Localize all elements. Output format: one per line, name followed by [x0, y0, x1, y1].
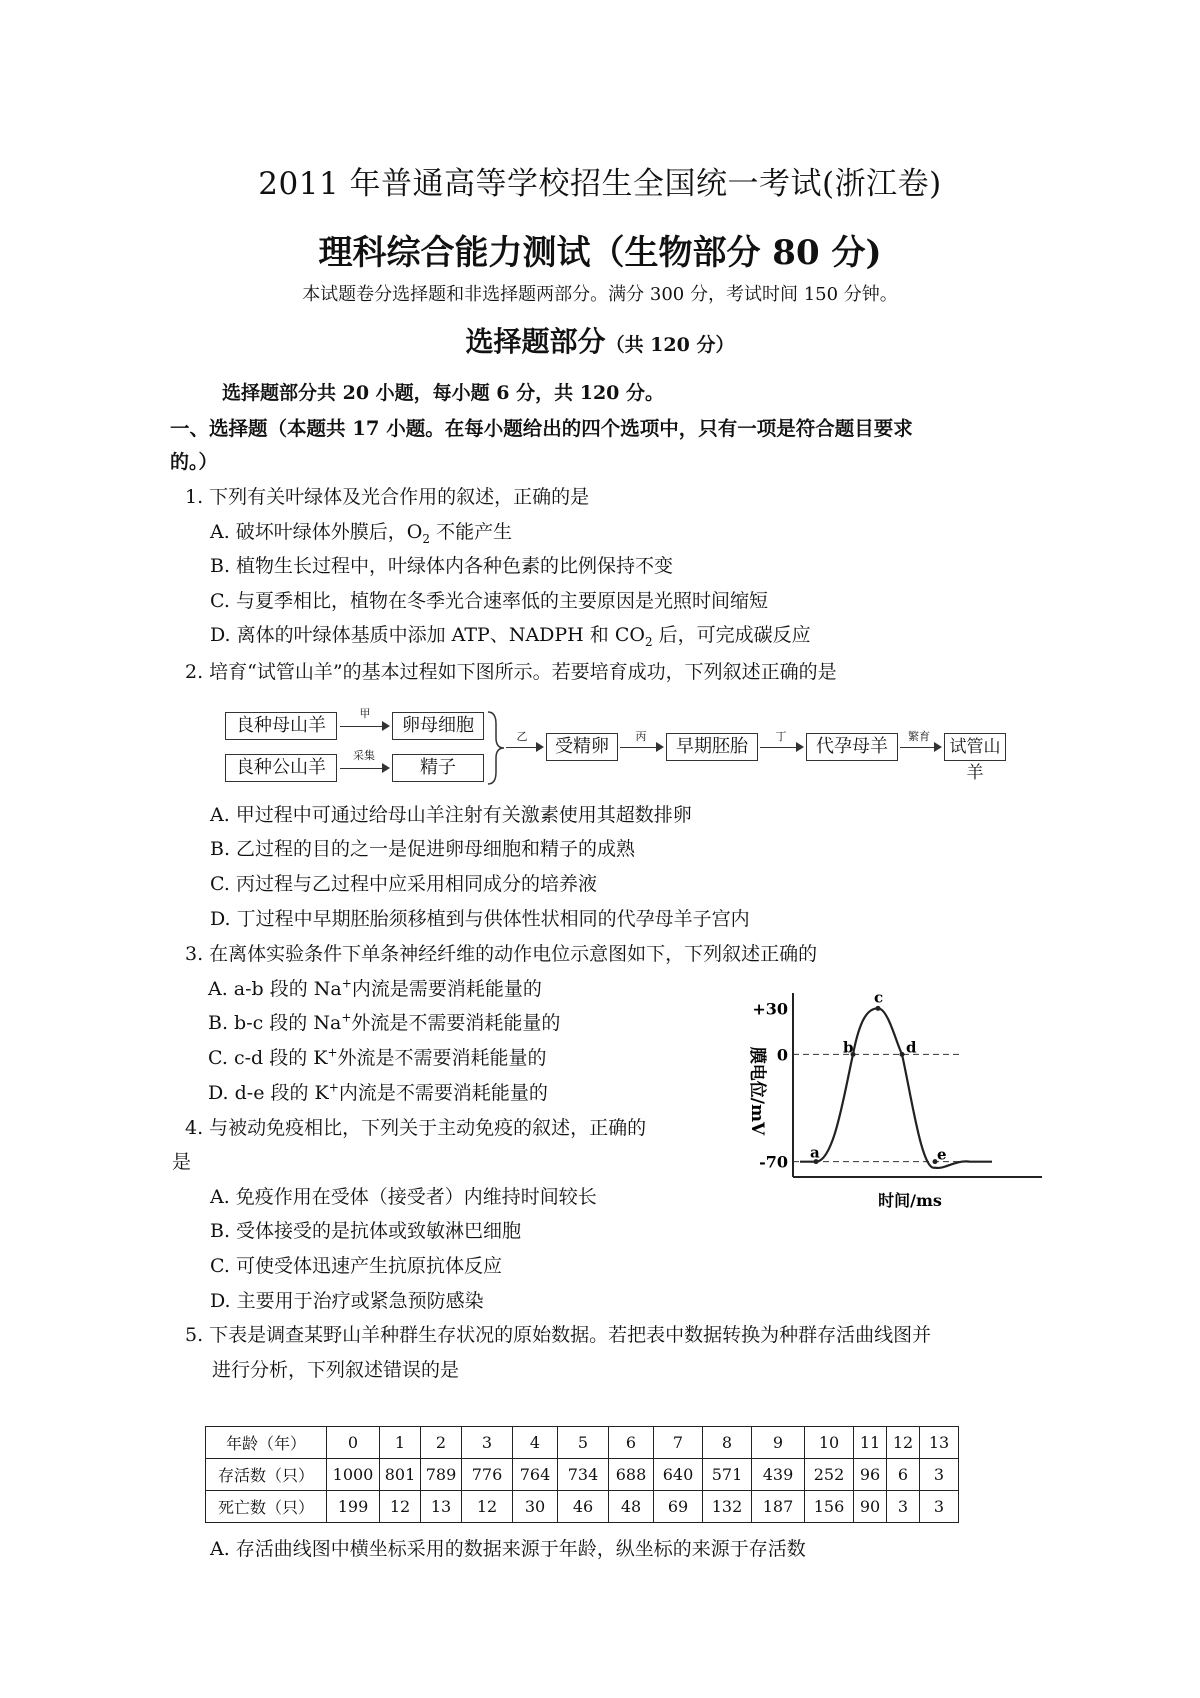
- q1-option-d: [210, 620, 811, 649]
- ivf-flow-diagram: [220, 702, 1010, 792]
- q1-option-c: C. 与夏季相比，植物在冬季光合速率低的主要原因是光照时间缩短: [210, 590, 768, 612]
- brace: [486, 710, 506, 786]
- dead-cell: 69: [654, 1491, 703, 1523]
- dead-cell: 3: [887, 1491, 920, 1523]
- alive-cell: 801: [380, 1459, 421, 1491]
- curve-point-label: a: [810, 1143, 820, 1162]
- q3-option-a-text2: 内流是需要消耗能量的: [351, 978, 542, 1000]
- alive-cell: 439: [752, 1459, 805, 1491]
- q5-stem-cont: 进行分析，下列叙述错误的是: [212, 1359, 460, 1381]
- box-test-tube-goat: 试管山羊: [944, 733, 1006, 761]
- section-score: （共 120 分）: [605, 334, 735, 356]
- age-cell: 8: [703, 1427, 752, 1459]
- q3-stem: 3. 在离体实验条件下单条神经纤维的动作电位示意图如下，下列叙述正确的: [185, 943, 818, 965]
- alive-cell: 776: [462, 1459, 513, 1491]
- box-male-goat: 良种公山羊: [225, 754, 337, 782]
- curve-point-label: c: [874, 988, 884, 1007]
- alive-cell: 640: [654, 1459, 703, 1491]
- q3-option-d: [208, 1078, 548, 1105]
- action-potential-chart: [730, 975, 1060, 1215]
- row-label: 存活数（只）: [206, 1459, 327, 1491]
- q1-option-b: B. 植物生长过程中，叶绿体内各种色素的比例保持不变: [210, 555, 674, 577]
- y-axis-label: 膜电位/mV: [747, 1046, 767, 1136]
- q3-option-b-sup: +: [341, 1010, 352, 1025]
- q3-option-d-sup: +: [328, 1080, 339, 1095]
- alive-cell: 96: [854, 1459, 887, 1491]
- q1-option-d-text: D. 离体的叶绿体基质中添加 ATP、NADPH 和 CO: [210, 624, 645, 646]
- q1-option-a-sub: 2: [422, 531, 431, 546]
- box-early-embryo: 早期胚胎: [666, 733, 758, 761]
- section-heading: [0, 320, 1200, 360]
- exam-title: 2011 年普通高等学校招生全国统一考试(浙江卷): [258, 166, 942, 202]
- action-potential-curve: [800, 1008, 992, 1168]
- box-sperm: 精子: [392, 754, 484, 782]
- q1-option-d-sub: 2: [644, 634, 653, 649]
- curve-points: [810, 988, 947, 1164]
- age-cell: 0: [327, 1427, 380, 1459]
- arrow-jia: [340, 726, 388, 727]
- intro-line: 选择题部分共 20 小题，每小题 6 分，共 120 分。: [222, 382, 665, 404]
- q3-option-b-text2: 外流是不需要消耗能量的: [351, 1012, 561, 1034]
- q4-stem-cont: 是: [172, 1151, 192, 1173]
- alive-cell: 734: [558, 1459, 609, 1491]
- q2-stem: 2. 培育“试管山羊”的基本过程如下图所示。若要培育成功，下列叙述正确的是: [185, 661, 837, 683]
- q3-option-d-text2: 内流是不需要消耗能量的: [338, 1082, 548, 1104]
- alive-cell: 3: [920, 1459, 959, 1491]
- alive-cell: 6: [887, 1459, 920, 1491]
- age-cell: 10: [805, 1427, 854, 1459]
- q3-option-b-text: B. b-c 段的 Na: [208, 1012, 342, 1034]
- y-tick-label: +30: [752, 999, 788, 1019]
- dead-cell: 48: [609, 1491, 654, 1523]
- age-cell: 11: [854, 1427, 887, 1459]
- dead-cell: 3: [920, 1491, 959, 1523]
- q3-option-a-text: A. a-b 段的 Na: [208, 978, 342, 1000]
- exam-subtitle: 理科综合能力测试（生物部分 80 分): [318, 233, 882, 273]
- age-cell: 4: [513, 1427, 558, 1459]
- q1-stem: 1. 下列有关叶绿体及光合作用的叙述，正确的是: [185, 486, 590, 508]
- alive-cell: 252: [805, 1459, 854, 1491]
- alive-cell: 764: [513, 1459, 558, 1491]
- q1-option-a: [210, 517, 512, 546]
- dead-cell: 13: [421, 1491, 462, 1523]
- curve-point-label: d: [906, 1038, 917, 1057]
- q3-option-c: [208, 1043, 547, 1070]
- box-zygote: 受精卵: [546, 733, 618, 761]
- q5-option-a: A. 存活曲线图中横坐标采用的数据来源于年龄，纵坐标的来源于存活数: [210, 1538, 806, 1560]
- dead-cell: 12: [462, 1491, 513, 1523]
- age-cell: 9: [752, 1427, 805, 1459]
- goat-survival-table: [205, 1426, 959, 1523]
- q5-stem: 5. 下表是调查某野山羊种群生存状况的原始数据。若把表中数据转换为种群存活曲线图并: [185, 1324, 932, 1346]
- dead-cell: 199: [327, 1491, 380, 1523]
- table-row-age: [206, 1427, 959, 1459]
- arrow-yi: [506, 747, 542, 748]
- q3-option-a-sup: +: [341, 976, 352, 991]
- age-cell: 2: [421, 1427, 462, 1459]
- q3-option-c-text2: 外流是不需要消耗能量的: [337, 1047, 547, 1069]
- alive-cell: 789: [421, 1459, 462, 1491]
- age-cell: 3: [462, 1427, 513, 1459]
- label-bing: 丙: [635, 730, 647, 743]
- arrow-fanyu: [900, 747, 940, 748]
- dead-cell: 156: [805, 1491, 854, 1523]
- label-jia: 甲: [359, 707, 371, 720]
- q3-option-c-text: C. c-d 段的 K: [208, 1047, 328, 1069]
- curve-point-label: e: [937, 1145, 947, 1164]
- label-yi: 乙: [516, 730, 528, 743]
- q4-option-d: D. 主要用于治疗或紧急预防感染: [210, 1290, 484, 1312]
- dead-cell: 187: [752, 1491, 805, 1523]
- row-label: 年龄（年）: [206, 1427, 327, 1459]
- label-caiji: 采集: [353, 749, 375, 762]
- curve-point: [900, 1052, 905, 1057]
- box-oocyte: 卵母细胞: [392, 712, 484, 740]
- section-title: 选择题部分: [465, 325, 606, 358]
- x-axis-label: 时间/ms: [878, 1191, 942, 1210]
- dead-cell: 30: [513, 1491, 558, 1523]
- age-cell: 7: [654, 1427, 703, 1459]
- q4-option-c: C. 可使受体迅速产生抗原抗体反应: [210, 1255, 502, 1277]
- q3-option-d-text: D. d-e 段的 K: [208, 1082, 329, 1104]
- q2-option-c: C. 丙过程与乙过程中应采用相同成分的培养液: [210, 873, 597, 895]
- arrow-ding: [760, 747, 802, 748]
- y-tick-label: -70: [759, 1152, 788, 1172]
- dead-cell: 12: [380, 1491, 421, 1523]
- box-surrogate: 代孕母羊: [806, 733, 898, 761]
- table-row-alive: [206, 1459, 959, 1491]
- q4-option-b: B. 受体接受的是抗体或致敏淋巴细胞: [210, 1220, 522, 1242]
- q3-option-b: [208, 1008, 560, 1035]
- q1-option-a-text2: 不能产生: [430, 521, 513, 543]
- alive-cell: 688: [609, 1459, 654, 1491]
- table-row-dead: [206, 1491, 959, 1523]
- curve-point: [876, 1006, 881, 1011]
- box-female-goat: 良种母山羊: [225, 712, 337, 740]
- arrow-caiji: [340, 768, 388, 769]
- dead-cell: 90: [854, 1491, 887, 1523]
- intro-instruction-cont: 的。）: [170, 451, 218, 473]
- q2-option-d: D. 丁过程中早期胚胎须移植到与供体性状相同的代孕母羊子宫内: [210, 908, 750, 930]
- exam-note: 本试题卷分选择题和非选择题两部分。满分 300 分，考试时间 150 分钟。: [302, 284, 898, 305]
- label-fanyu: 繁育: [908, 730, 930, 743]
- intro-instruction: 一、选择题（本题共 17 小题。在每小题给出的四个选项中，只有一项是符合题目要求: [170, 417, 913, 440]
- age-cell: 13: [920, 1427, 959, 1459]
- alive-cell: 571: [703, 1459, 752, 1491]
- label-ding: 丁: [775, 730, 787, 743]
- q3-option-a: [208, 974, 542, 1001]
- q1-option-a-text: A. 破坏叶绿体外膜后，O: [210, 521, 423, 543]
- dead-cell: 46: [558, 1491, 609, 1523]
- dead-cell: 132: [703, 1491, 752, 1523]
- age-cell: 12: [887, 1427, 920, 1459]
- q1-option-d-text2: 后，可完成碳反应: [652, 624, 811, 646]
- row-label: 死亡数（只）: [206, 1491, 327, 1523]
- q2-option-b: B. 乙过程的目的之一是促进卵母细胞和精子的成熟: [210, 838, 636, 860]
- y-tick-label: 0: [776, 1045, 788, 1065]
- q4-stem: 4. 与被动免疫相比，下列关于主动免疫的叙述，正确的: [185, 1117, 647, 1139]
- age-cell: 1: [380, 1427, 421, 1459]
- q3-option-c-sup: +: [327, 1045, 338, 1060]
- curve-point-label: b: [843, 1038, 854, 1057]
- arrow-bing: [620, 747, 662, 748]
- alive-cell: 1000: [327, 1459, 380, 1491]
- age-cell: 5: [558, 1427, 609, 1459]
- q2-option-a: A. 甲过程中可通过给母山羊注射有关激素使用其超数排卵: [210, 804, 692, 826]
- q4-option-a: A. 免疫作用在受体（接受者）内维持时间较长: [210, 1186, 597, 1208]
- age-cell: 6: [609, 1427, 654, 1459]
